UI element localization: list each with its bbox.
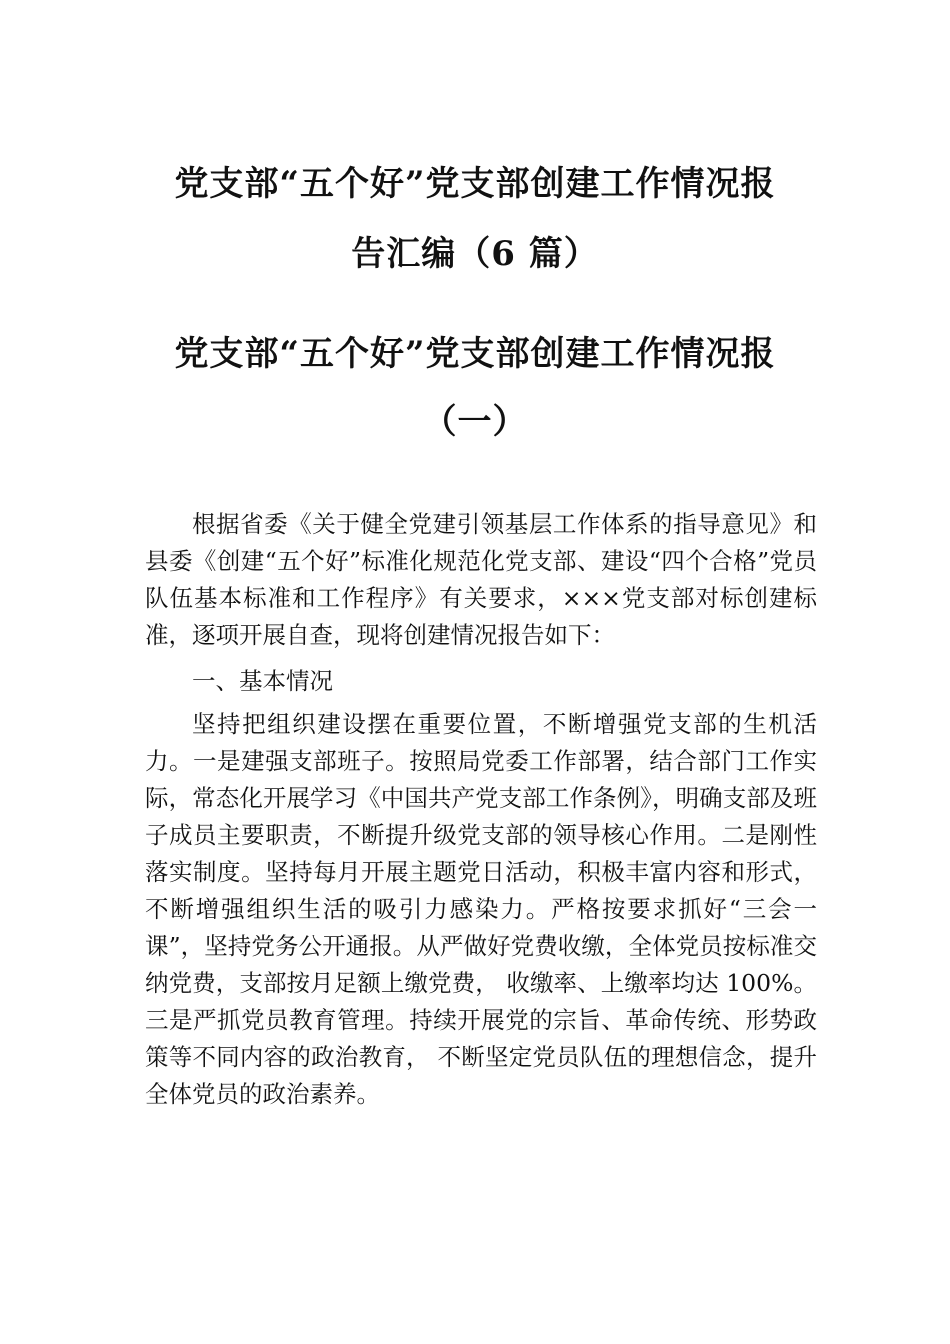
body-paragraph-intro — [145, 506, 817, 654]
paragraph-text: 坚持把组织建设摆在重要位置，不断增强党支部的生机活力。一是建强支部班子。按照局党委工作部署，结合部门工作实际，常态化开展学习《中国共产党支部工作条例》，明确支部及班子成员主要职责，不断提升级党支部的领导核心作用。二是刚性落实制度。坚持每月开展主题党日活动，积极丰富内容和形式，不断增强组织生活的吸引力感染力。严格按要求抓好“三会一课”，坚持党务公开通报。从严做好党费收缴，全体党员按标准交纳党费，支部按月足额上缴党费， 收缴率、上缴率均达 100%。三是严抓党员教育管理。持续开展党的宗旨、革命传统、形势政策等不同内容的政治教育， 不断坚定党员队伍的理想信念，提升全体党员的政治素养。 — [145, 710, 817, 1108]
section-title-line-2: （一） — [422, 402, 528, 442]
section-heading-basic-situation — [145, 663, 817, 700]
section-title-line-1: 党支部“五个好”党支部创建工作情况报 — [174, 334, 776, 374]
document-title-line-1: 党支部“五个好”党支部创建工作情况报 — [174, 164, 776, 204]
body-paragraph-organization — [145, 706, 817, 1113]
paragraph-text: 根据省委《关于健全党建引领基层工作体系的指导意见》和县委《创建“五个好”标准化规范化党支部、建设“四个合格”党员队伍基本标准和工作程序》有关要求，×××党支部对标创建标准，逐项开展自查，现将创建情况报告如下： — [145, 510, 817, 649]
heading-text: 一、基本情况 — [192, 667, 333, 695]
document-title-line-2: 告汇编（6 篇） — [351, 234, 599, 274]
